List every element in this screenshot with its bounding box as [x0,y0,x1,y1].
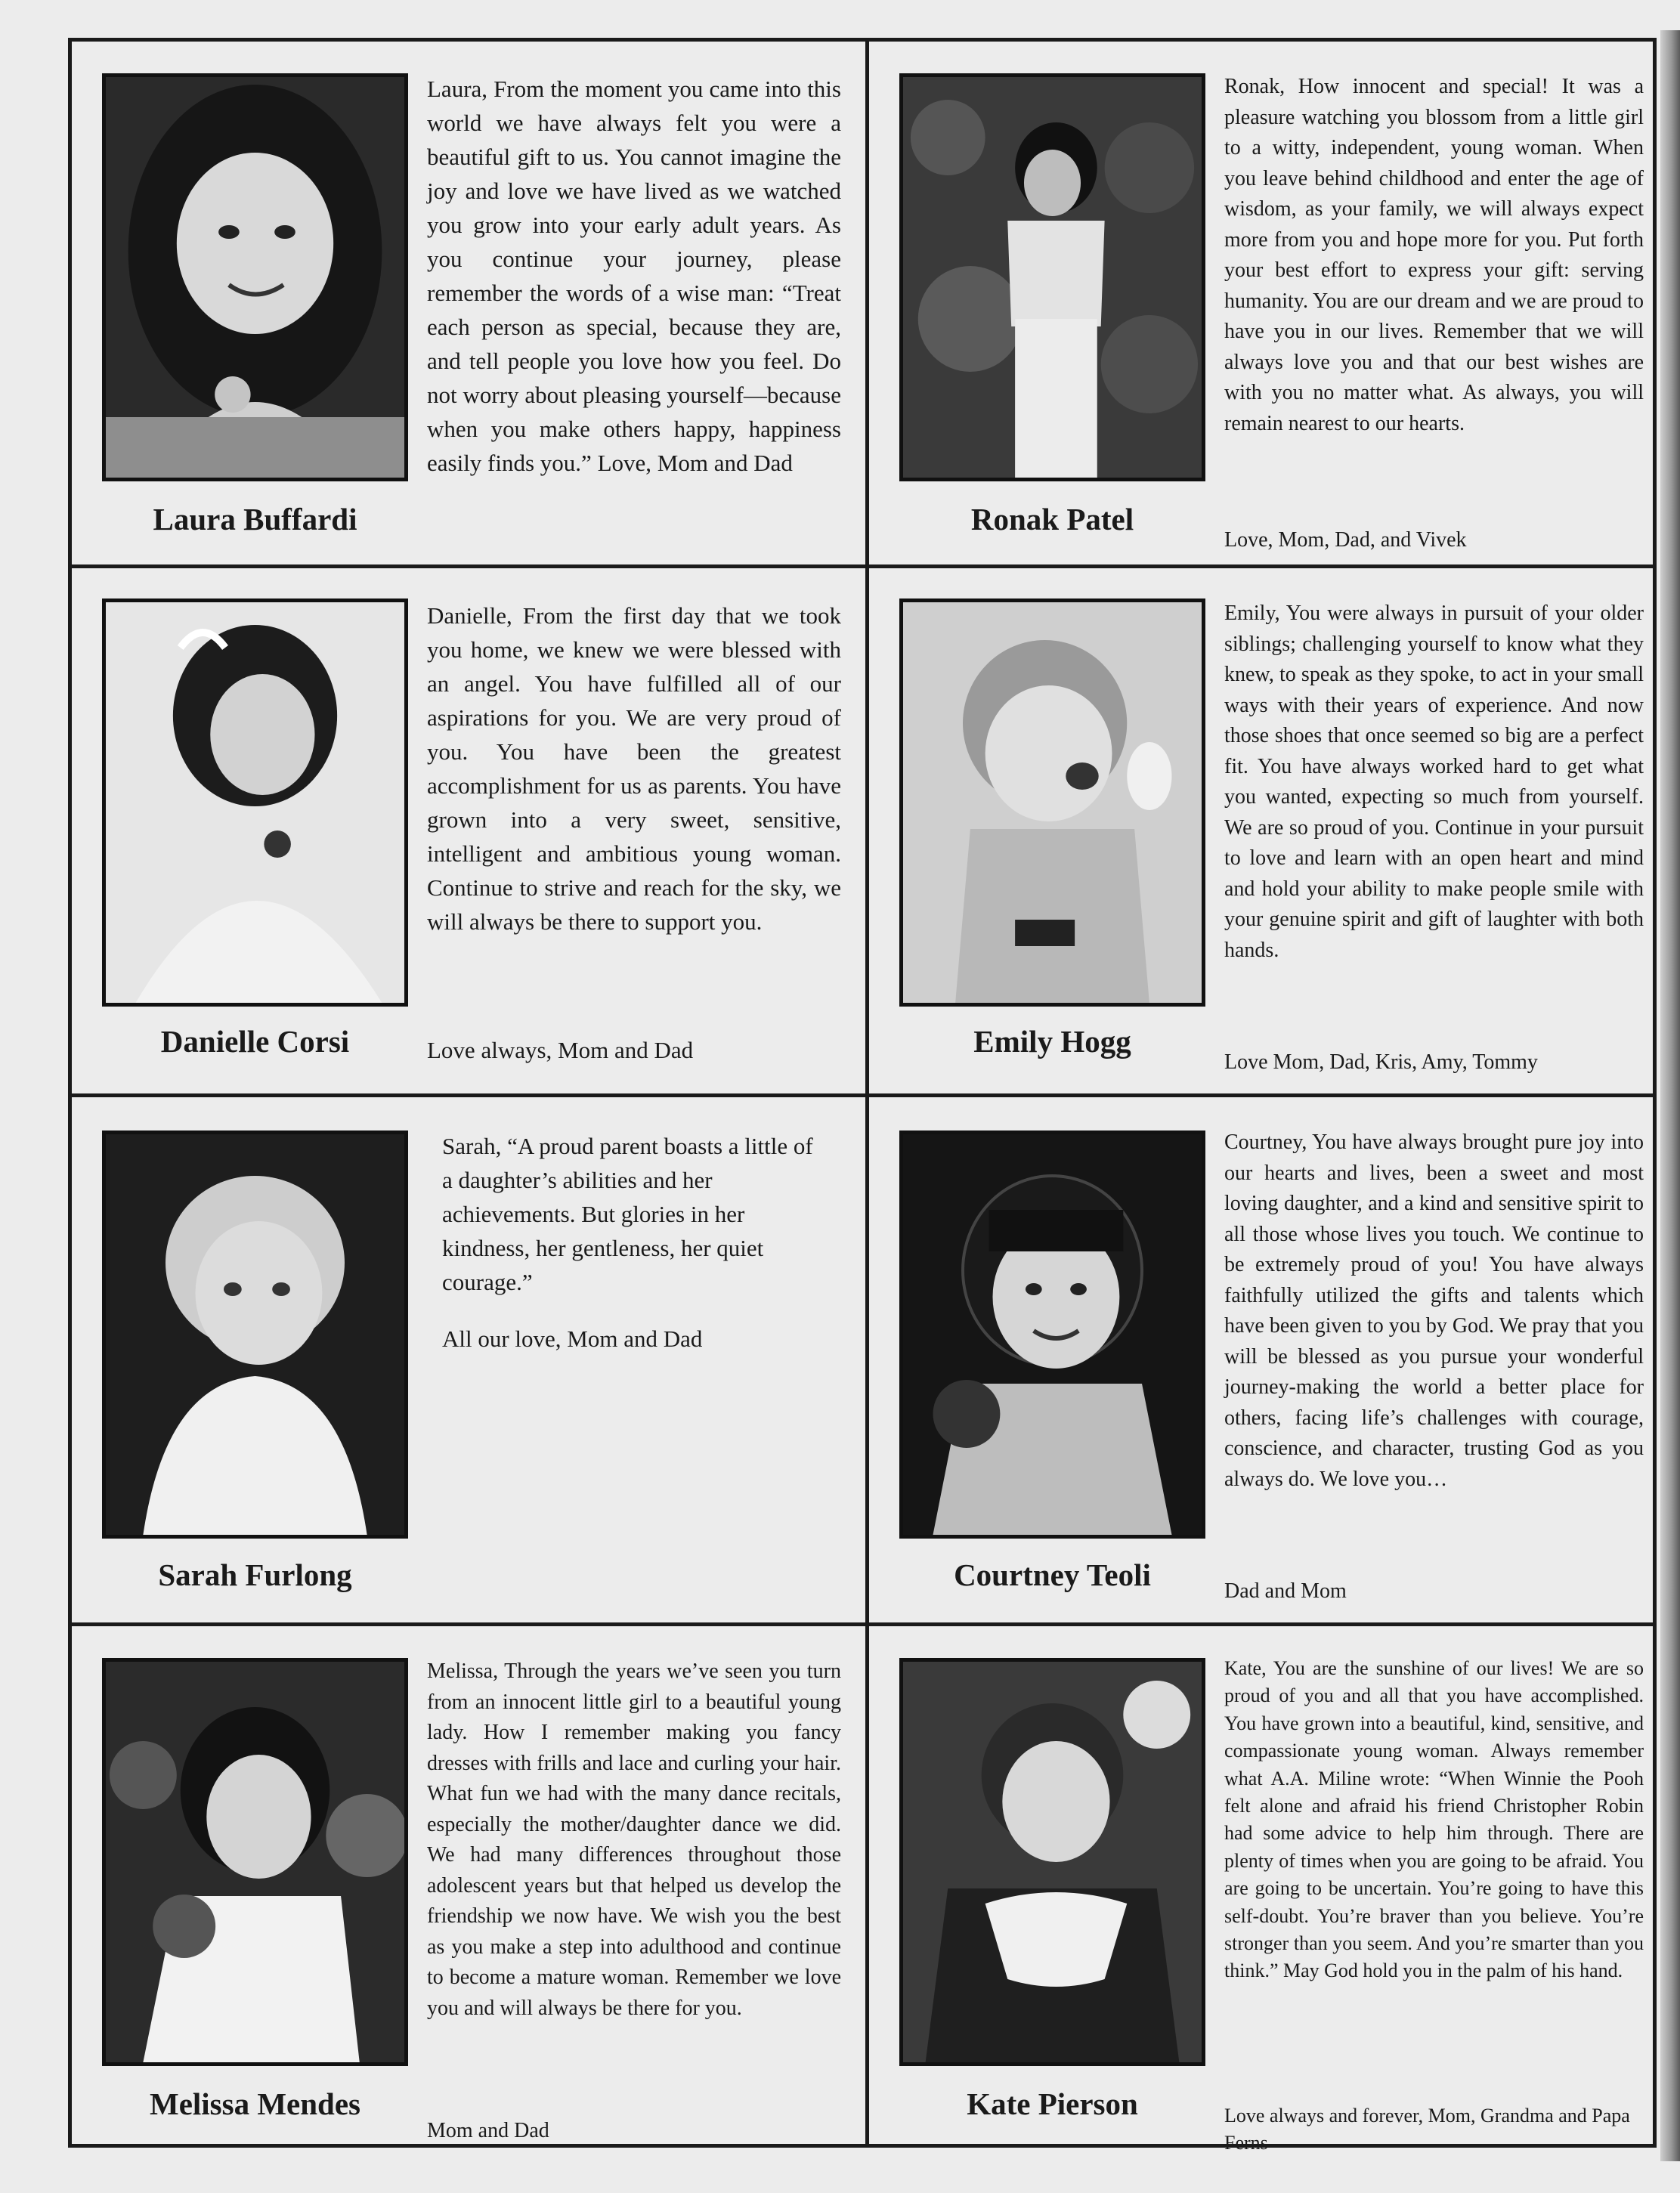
student-name: Laura Buffardi [153,502,357,537]
tribute-signature: Mom and Dad [427,2119,549,2142]
portrait-photo [102,73,408,481]
tribute-signature: All our love, Mom and Dad [442,1325,703,1352]
portrait-photo [899,1131,1205,1539]
student-name: Ronak Patel [970,502,1134,537]
student-name: Kate Pierson [967,2086,1138,2121]
tribute-card [72,42,865,564]
tribute-card [72,1097,865,1622]
tribute-message: Danielle, From the first day that we took you home, we knew we were blessed with an angel. You have fulfilled all of our aspirations for you. We are very proud of you. You have been the greatest accomplishment for us as parents. You have grown into a very sweet, sensitive, intelligent and ambitious young woman. Continue to strive and reach for the sky, we will always be there to support you. [427,602,841,935]
student-name: Courtney Teoli [954,1557,1151,1592]
tribute-message: Courtney, You have always brought pure joy into our hearts and lives, been a sweet and most loving daughter, and a kind and sensitive spirit to all those whose lives you touch. We continue to be extremely proud of you! You have always faithfully utilized the gifts and talents which have been given to you by God. We pray that you will be blessed as you pursue your wonderful journey-making the world a better place for others, facing life’s challenges with courage, conscience, and character, trusting God as you always do. We love you… [1224,1131,1644,1491]
student-name: Danielle Corsi [160,1024,350,1059]
tribute-card [869,1097,1660,1622]
tribute-card [869,1626,1660,2154]
tribute-message: Melissa, Through the years we’ve seen you turn from an innocent little girl to a beautiful young lady. How I remember making you fancy dresses with frills and lace and curling your hair. What fun we had with the many dance recitals, especially the mother/daughter dance we did. We had many differences throughout those adolescent years but that helped us develop the friendship we now have. We wish you the best as you make a step into adulthood and continue to become a mature woman. Remember we love you and will always be there for you. [427,1659,841,2020]
tribute-message: Emily, You were always in pursuit of your older siblings; challenging yourself to know what they knew, to speak as they spoke, to act in your small ways with their years of experience. And now those shoes that once seemed so big are a perfect fit. You have always worked hard to get what you wanted, expecting so much from yourself. We are so proud of you. Continue in your pursuit to love and learn with an open heart and mind and hold your ability to make people smile with your genuine spirit and gift of laughter with both hands. [1224,602,1644,962]
tribute-signature: Love always and forever, Mom, Grandma and Papa Ferns [1224,2105,1630,2154]
portrait-photo [899,1658,1205,2066]
tribute-card [869,568,1660,1093]
tribute-message: Ronak, How innocent and special! It was a pleasure watching you blossom from a little girl to a witty, independent, young woman. When you leave behind childhood and enter the age of wisdom, as your family, we will always expect more from you and hope more for you. Put forth your best effort to express your gift: serving humanity. You are our dream and we are proud to have you in our lives. Remember that we will always love you and that our best wishes are with you no matter what. As always, you will remain nearest to our hearts. [1224,75,1644,435]
tribute-card [869,42,1660,564]
portrait-photo [899,599,1205,1007]
page-edge [1660,30,1680,2161]
student-name: Melissa Mendes [150,2086,360,2121]
tribute-card [72,1626,865,2151]
student-name: Sarah Furlong [158,1557,352,1592]
tribute-message: Sarah, “A proud parent boasts a little of a daughter’s abilities and her achievements. But glories in her kindness, her gentleness, her quiet courage.” [442,1133,813,1295]
tribute-signature: Dad and Mom [1224,1579,1347,1603]
tribute-message: Kate, You are the sunshine of our lives! We are so proud of you and all that you have accomplished. You have grown into a beautiful, kind, sensitive, and compassionate young woman. Always remember what A.A. Miline wrote: “When Winnie the Pooh felt alone and afraid his friend Christopher Robin had some advice to help him through. There are plenty of times when you are going to be afraid. You are going to be uncertain. You’re going to have this self-doubt. You’re braver than you believe. You’re stronger than you seem. And you’re smarter than you think.” May God hold you in the palm of his hand. [1224,1657,1644,1982]
portrait-photo [102,599,408,1007]
portrait-photo [102,1658,408,2066]
tribute-signature: Love, Mom, Dad, and Vivek [1224,528,1467,552]
tribute-message: Laura, From the moment you came into this world we have always felt you were a beautiful gift to us. You cannot imagine the joy and love we have lived as we watched you grow into your early adult years. As you continue your journey, please remember the words of a wise man: “Treat each person as special, because they are, and tell people you love how you feel. Do not worry about pleasing yourself—because when you make others happy, happiness easily finds you.” Love, Mom and Dad [427,76,841,476]
tribute-signature: Love always, Mom and Dad [427,1037,694,1063]
portrait-photo [899,73,1205,481]
tribute-signature: Love Mom, Dad, Kris, Amy, Tommy [1224,1050,1538,1074]
student-name: Emily Hogg [973,1024,1131,1059]
portrait-photo [102,1131,408,1539]
tribute-grid [68,38,1657,2154]
tribute-card [72,568,865,1093]
